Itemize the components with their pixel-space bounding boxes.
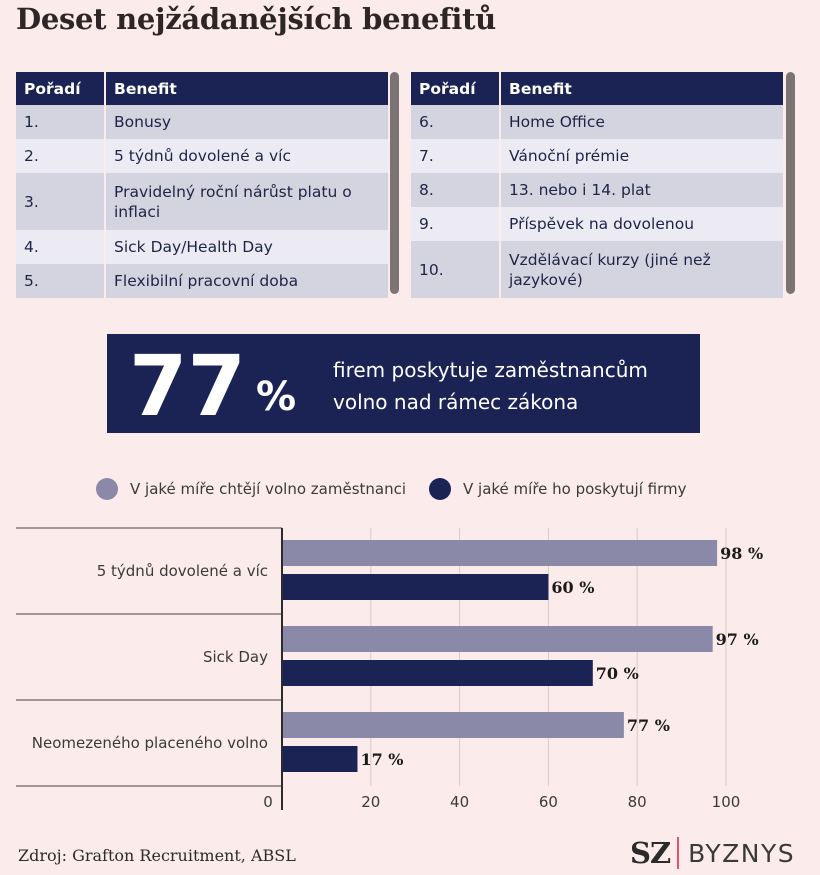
stat-value: 77 xyxy=(129,337,246,435)
bar-value-label: 60 % xyxy=(551,578,595,597)
table-row xyxy=(16,230,388,264)
x-tick-label: 60 xyxy=(538,793,558,811)
bar-value-label: 70 % xyxy=(595,664,639,683)
logo-byznys: BYZNYS xyxy=(688,838,796,868)
rank-cell: 6. xyxy=(411,105,500,139)
stat-box xyxy=(107,334,700,433)
table-header-row xyxy=(16,72,388,105)
bar-value-label: 77 % xyxy=(626,716,670,735)
rank-cell: 1. xyxy=(16,105,105,139)
legend-label-firms: V jaké míře ho poskytují firmy xyxy=(463,480,687,498)
source-note: Zdroj: Grafton Recruitment, ABSL xyxy=(18,846,296,865)
table-row xyxy=(16,173,388,230)
bar xyxy=(282,712,624,738)
table-row xyxy=(411,173,783,207)
benefits-table-right xyxy=(411,72,783,298)
category-label: 5 týdnů dovolené a víc xyxy=(96,562,268,580)
rank-cell: 7. xyxy=(411,139,500,173)
bar xyxy=(282,540,717,566)
table-header-row xyxy=(411,72,783,105)
table-row xyxy=(411,207,783,241)
rank-cell: 8. xyxy=(411,173,500,207)
rank-cell: 3. xyxy=(16,173,105,230)
benefit-header: Benefit xyxy=(105,72,388,105)
page-title: Deset nejžádanějších benefitů xyxy=(16,2,496,36)
benefit-header: Benefit xyxy=(500,72,783,105)
stat-text: firem poskytuje zaměstnancům volno nad rámec zákona xyxy=(333,358,648,414)
benefit-cell: Příspěvek na dovolenou xyxy=(500,207,783,241)
x-tick-label: 40 xyxy=(450,793,470,811)
table-row xyxy=(16,264,388,298)
table-left-scrollbar[interactable] xyxy=(390,72,399,294)
bar-chart xyxy=(0,500,820,820)
category-label: Neomezeného placeného volno xyxy=(31,734,268,752)
benefit-cell: Vzdělávací kurzy (jiné než jazykové) xyxy=(500,241,783,298)
benefit-cell: 13. nebo i 14. plat xyxy=(500,173,783,207)
benefit-cell: Flexibilní pracovní doba xyxy=(105,264,388,298)
legend-dot-employees xyxy=(96,478,118,500)
x-tick-label: 100 xyxy=(711,793,741,811)
rank-cell: 4. xyxy=(16,230,105,264)
sz-byznys-logo xyxy=(630,836,795,870)
rank-cell: 5. xyxy=(16,264,105,298)
logo-sz: SZ xyxy=(630,836,671,870)
benefit-cell: 5 týdnů dovolené a víc xyxy=(105,139,388,173)
bar-value-label: 97 % xyxy=(715,630,759,649)
table-row xyxy=(411,139,783,173)
table-row xyxy=(411,105,783,139)
rank-header: Pořadí xyxy=(16,72,105,105)
x-tick-label: 20 xyxy=(361,793,381,811)
bar-value-label: 98 % xyxy=(720,544,764,563)
category-label: Sick Day xyxy=(202,648,268,666)
table-right-scrollbar[interactable] xyxy=(786,72,795,294)
table-row xyxy=(16,139,388,173)
table-row xyxy=(411,241,783,298)
bar-value-label: 17 % xyxy=(360,750,404,769)
table-row xyxy=(16,105,388,139)
legend-label-employees: V jaké míře chtějí volno zaměstnanci xyxy=(130,480,407,498)
bar xyxy=(282,660,593,686)
legend-dot-firms xyxy=(429,478,451,500)
benefits-table-left xyxy=(16,72,388,298)
bar xyxy=(282,746,357,772)
benefit-cell: Home Office xyxy=(500,105,783,139)
x-tick-label: 0 xyxy=(263,793,273,811)
x-tick-label: 80 xyxy=(627,793,647,811)
benefit-cell: Pravidelný roční nárůst platu o inflaci xyxy=(105,173,388,230)
bar xyxy=(282,574,548,600)
legend-item-firms xyxy=(429,478,686,500)
benefit-cell: Bonusy xyxy=(105,105,388,139)
bar xyxy=(282,626,713,652)
rank-cell: 10. xyxy=(411,241,500,298)
rank-cell: 2. xyxy=(16,139,105,173)
rank-header: Pořadí xyxy=(411,72,500,105)
benefit-cell: Vánoční prémie xyxy=(500,139,783,173)
legend-item-employees xyxy=(96,478,406,500)
rank-cell: 9. xyxy=(411,207,500,241)
benefit-cell: Sick Day/Health Day xyxy=(105,230,388,264)
stat-unit: % xyxy=(256,374,297,420)
logo-divider xyxy=(677,837,679,869)
